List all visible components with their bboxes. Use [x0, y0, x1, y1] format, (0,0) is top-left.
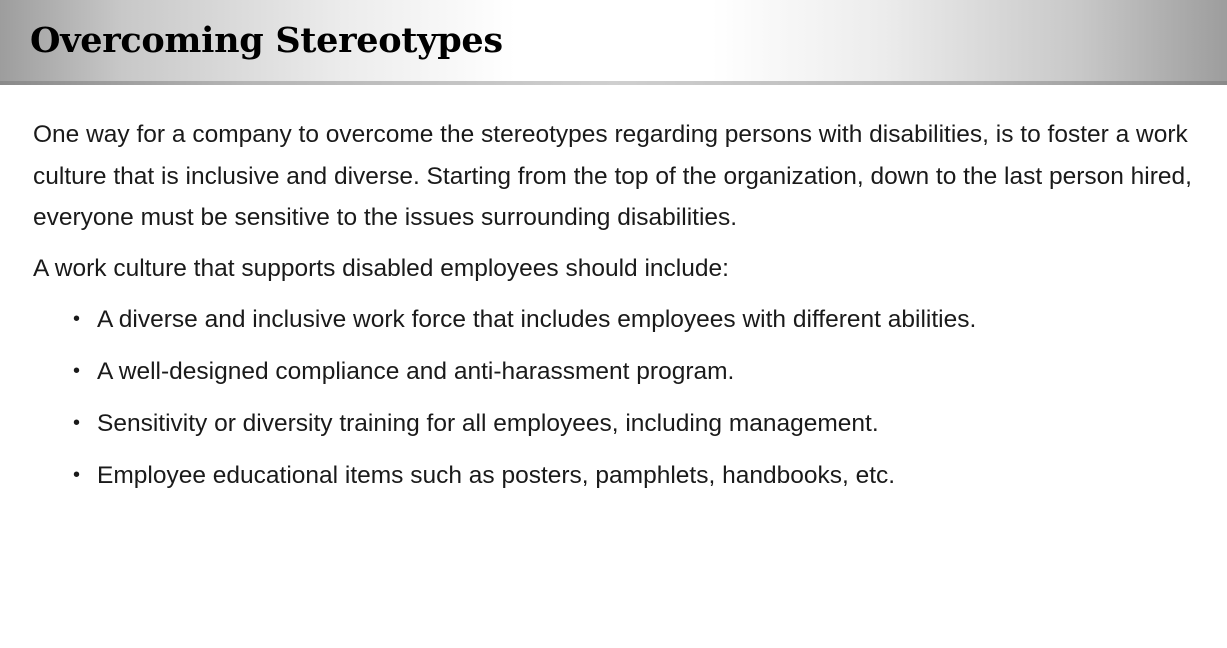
bullet-text: Employee educational items such as posters, pamphlets, handbooks, etc.	[97, 461, 896, 489]
lead-in-text: A work culture that supports disabled employees should include:	[33, 254, 729, 282]
slide-title: Overcoming Stereotypes	[30, 20, 503, 61]
bullet-item	[33, 351, 1203, 392]
bullet-text: Sensitivity or diversity training for all employees, including management.	[97, 409, 879, 437]
title-bar	[0, 0, 1227, 81]
bullet-text: A diverse and inclusive work force that includes employees with different abilities.	[97, 305, 977, 333]
bullet-icon: •	[73, 411, 81, 434]
bullet-icon: •	[73, 359, 81, 382]
intro-paragraph: One way for a company to overcome the stereotypes regarding persons with disabilities, is to foster a work culture that is inclusive and diverse. Starting from the top of the organization, down to the last person hired, everyone must be sensitive to the issues surrounding disabilities.	[33, 121, 1192, 231]
slide-body	[33, 114, 1203, 507]
bullet-item	[33, 403, 1203, 444]
bullet-text: A well-designed compliance and anti-harassment program.	[97, 357, 735, 385]
bullet-list	[33, 299, 1203, 496]
bullet-icon: •	[73, 307, 81, 330]
bullet-icon: •	[73, 463, 81, 486]
bullet-item	[33, 455, 1203, 496]
bullet-item	[33, 299, 1203, 340]
